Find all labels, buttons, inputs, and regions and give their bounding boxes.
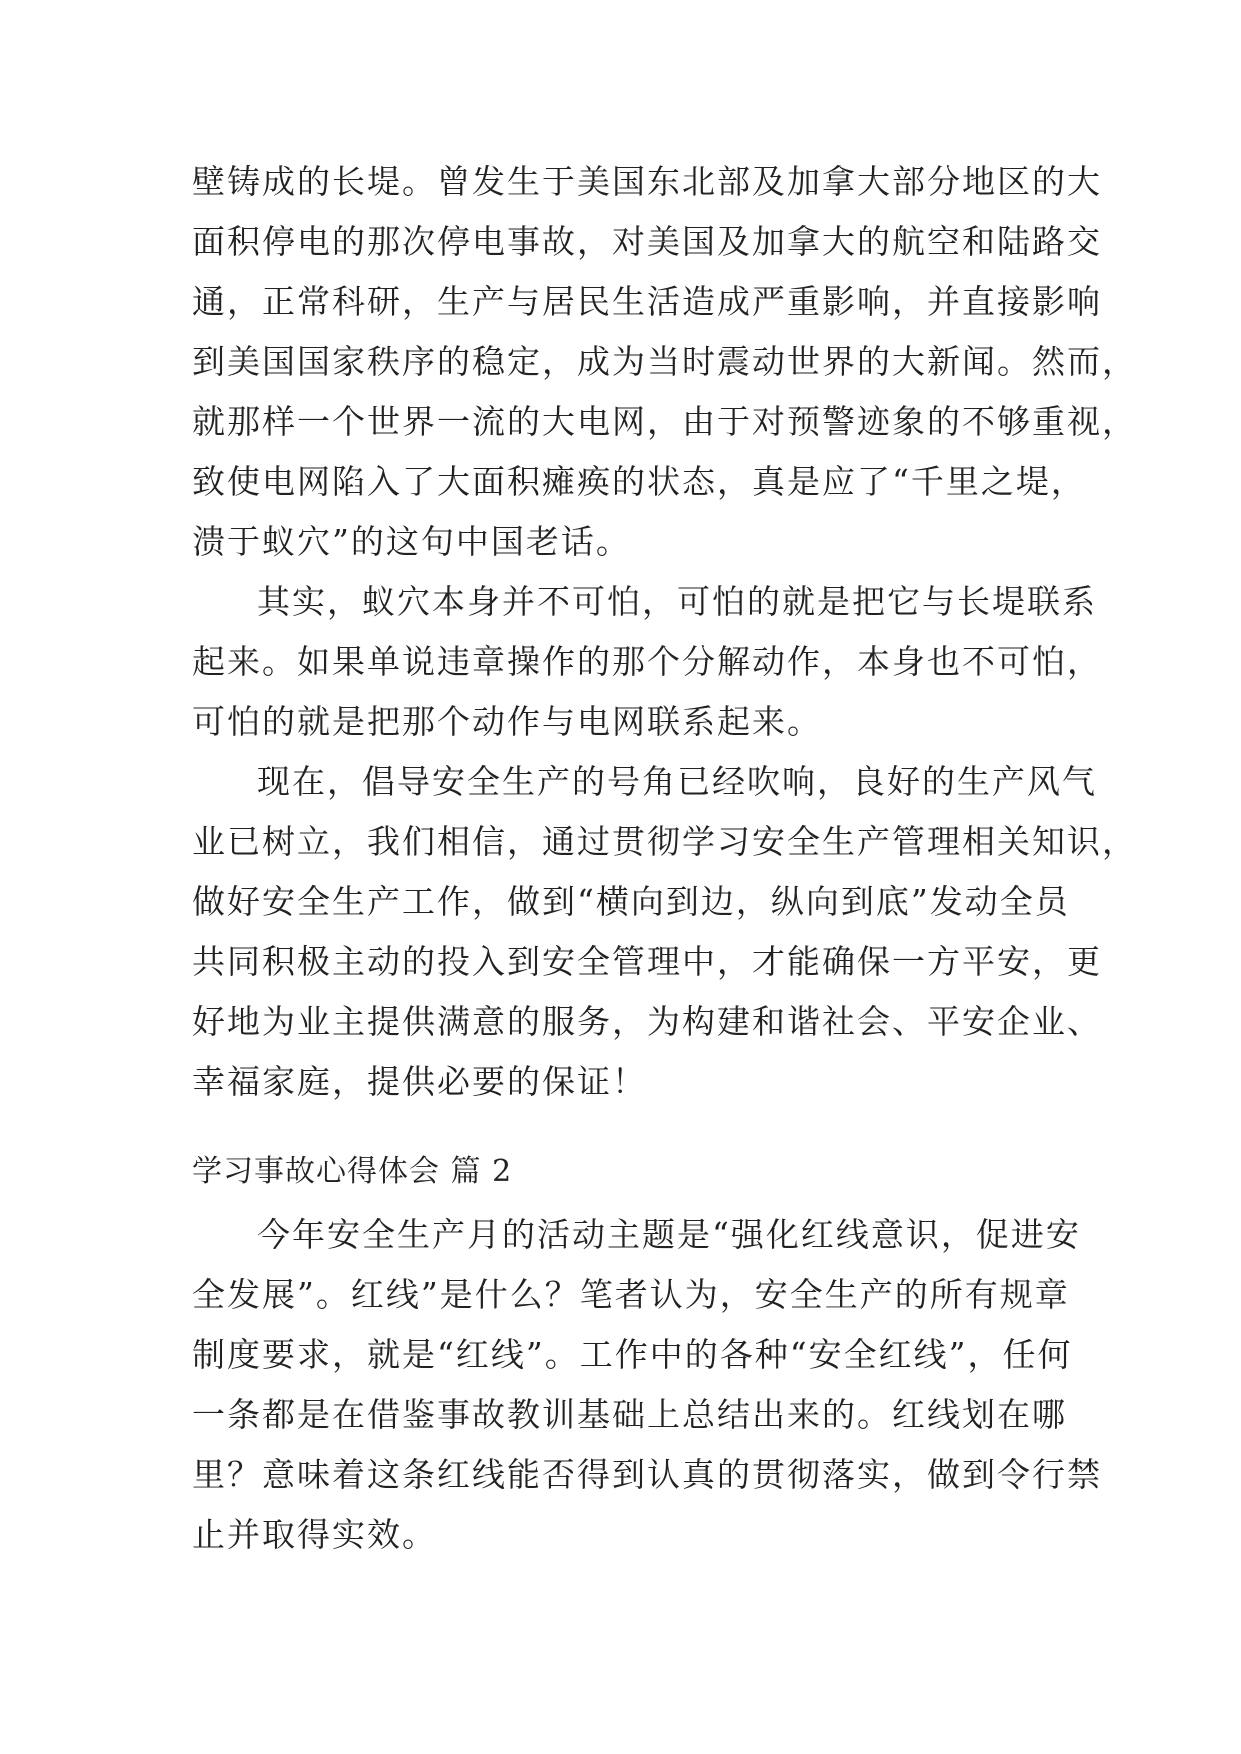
- paragraph-line: 面积停电的那次停电事故，对美国及加拿大的航空和陆路交: [192, 222, 1102, 261]
- paragraph-line: 通，正常科研，生产与居民生活造成严重影响，并直接影响: [192, 282, 1102, 321]
- paragraph-line: 其实，蚁穴本身并不可怕，可怕的就是把它与长堤联系: [257, 582, 1097, 621]
- paragraph-line: 致使电网陷入了大面积瘫痪的状态，真是应了“千里之堤，: [192, 462, 1086, 501]
- paragraph-line: 溃于蚁穴”的这句中国老话。: [192, 522, 631, 561]
- paragraph-line: 到美国国家秩序的稳定，成为当时震动世界的大新闻。然而，: [192, 342, 1137, 381]
- paragraph-line: 好地为业主提供满意的服务，为构建和谐社会、平安企业、: [192, 1002, 1102, 1041]
- paragraph-line: 幸福家庭，提供必要的保证！: [192, 1062, 647, 1101]
- paragraph-line: 可怕的就是把那个动作与电网联系起来。: [192, 702, 822, 741]
- paragraph-line: 止并取得实效。: [192, 1515, 437, 1554]
- paragraph-line: 一条都是在借鉴事故教训基础上总结出来的。红线划在哪: [192, 1395, 1067, 1434]
- paragraph-line: 共同积极主动的投入到安全管理中，才能确保一方平安，更: [192, 942, 1102, 981]
- paragraph-line: 就那样一个世界一流的大电网，由于对预警迹象的不够重视，: [192, 402, 1137, 441]
- paragraph-line: 里？意味着这条红线能否得到认真的贯彻落实，做到令行禁: [192, 1455, 1102, 1494]
- paragraph-line: 起来。如果单说违章操作的那个分解动作，本身也不可怕，: [192, 642, 1102, 681]
- paragraph-line: 做好安全生产工作，做到“横向到边，纵向到底”发动全员: [192, 882, 1070, 921]
- paragraph-line: 业已树立，我们相信，通过贯彻学习安全生产管理相关知识，: [192, 822, 1137, 861]
- paragraph-line: 壁铸成的长堤。曾发生于美国东北部及加拿大部分地区的大: [192, 162, 1102, 201]
- section-heading: 学习事故心得体会 篇 2: [192, 1154, 513, 1189]
- paragraph-line: 全发展”。红线”是什么？笔者认为，安全生产的所有规章: [192, 1275, 1070, 1314]
- paragraph-line: 今年安全生产月的活动主题是“强化红线意识，促进安: [257, 1215, 1081, 1254]
- paragraph-line: 制度要求，就是“红线”。工作中的各种“安全红线”，任何: [192, 1335, 1073, 1374]
- paragraph-line: 现在，倡导安全生产的号角已经吹响，良好的生产风气: [257, 762, 1097, 801]
